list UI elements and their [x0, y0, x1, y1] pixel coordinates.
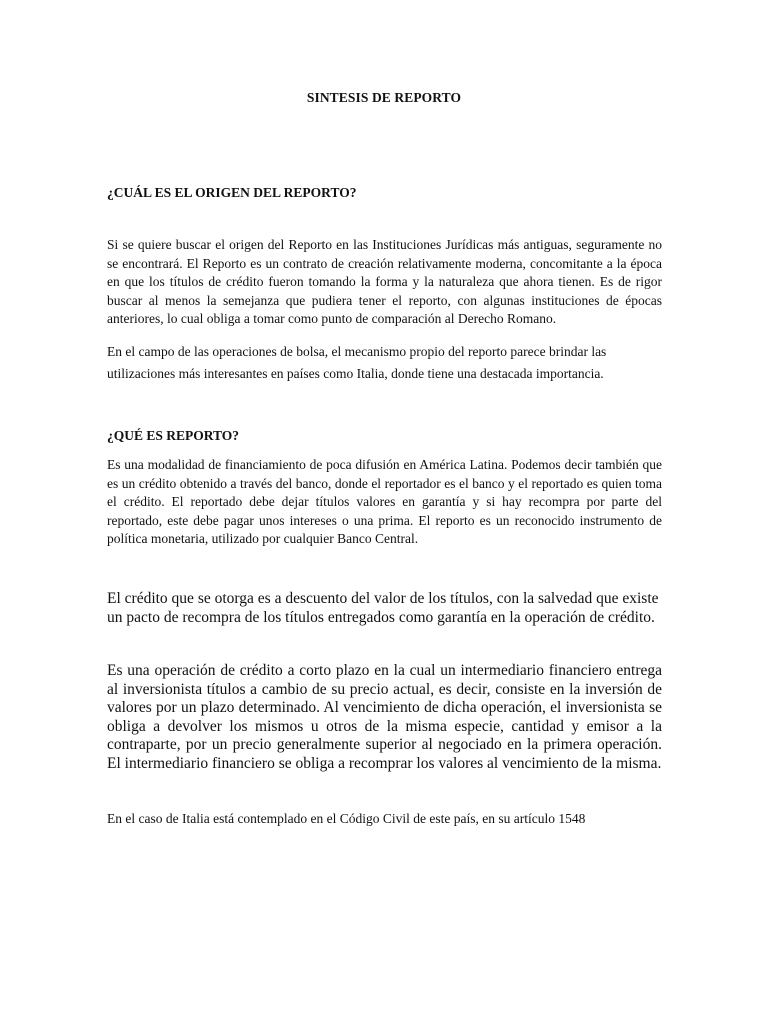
- paragraph-origin-1: Si se quiere buscar el origen del Reporto en las Instituciones Jurídicas más antiguas, seguramente no se encontrará. El Reporto es un contrato de creación relativamente moderna, concomitante a la época en que los títulos de crédito fueron tomando la forma y la naturaleza que ahora tienen. Es de rigor buscar al menos la semejanza que pudiera tener el reporto, con algunas instituciones de épocas anteriores, lo cual obliga a tomar como punto de comparación al Derecho Romano.: [107, 237, 662, 326]
- section-heading-origin: ¿CUÁL ES EL ORIGEN DEL REPORTO?: [107, 185, 357, 200]
- paragraph-origin-2: En el campo de las operaciones de bolsa, el mecanismo propio del reporto parece brindar las utilizaciones más interesantes en países como Italia, donde tiene una destacada importancia.: [107, 344, 607, 381]
- paragraph-definition-2: El crédito que se otorga es a descuento del valor de los títulos, con la salvedad que existe un pacto de recompra de los títulos entregados como garantía en la operación de crédito.: [107, 590, 659, 626]
- section-heading-definition: ¿QUÉ ES REPORTO?: [107, 428, 240, 443]
- paragraph-definition-4: En el caso de Italia está contemplado en el Código Civil de este país, en su artículo 1548: [107, 811, 586, 826]
- paragraph-definition-1: Es una modalidad de financiamiento de poca difusión en América Latina. Podemos decir también que es un crédito obtenido a través del banco, donde el reportador es el banco y el reportado es quien toma el crédito. El reportado debe dejar títulos valores en garantía y si hay recompra por parte del reportado, este debe pagar unos intereses o una prima. El reporto es un reconocido instrumento de política monetaria, utilizado por cualquier Banco Central.: [107, 457, 662, 546]
- document-title: SINTESIS DE REPORTO: [306, 90, 462, 105]
- paragraph-definition-3: Es una operación de crédito a corto plazo en la cual un intermediario financiero entrega al inversionista títulos a cambio de su precio actual, es decir, consiste en la inversión de valores por un plazo determinado. Al vencimiento de dicha operación, el inversionista se obliga a devolver los mismos u otros de la misma especie, cantidad y emisor a la contraparte, por un precio generalmente superior al negociado en la primera operación. El intermediario financiero se obliga a recomprar los valores al vencimiento de la misma.: [107, 662, 662, 772]
